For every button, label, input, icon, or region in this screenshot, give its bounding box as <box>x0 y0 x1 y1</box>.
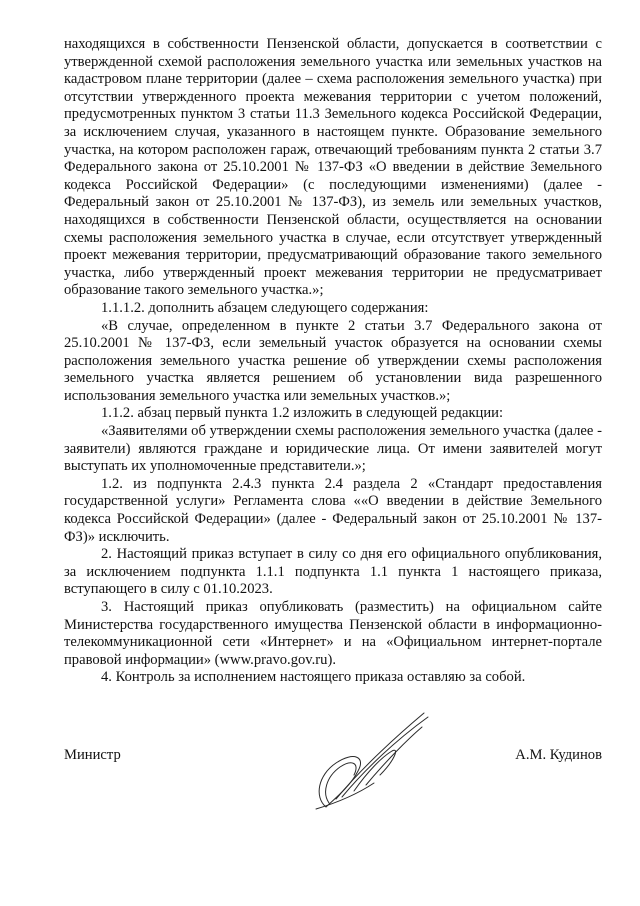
paragraph-quote-applicants: «Заявителями об утверждении схемы расположения земельного участка (далее - заявители) являются граждане и юридические лица. От имени заявителей могут выступать их уполномоченные представители.»; <box>64 423 602 475</box>
paragraph-4-control: 4. Контроль за исполнением настоящего приказа оставляю за собой. <box>101 669 526 686</box>
handwritten-signature-icon <box>296 705 436 815</box>
document-body <box>64 36 602 687</box>
position-title: Министр <box>64 747 121 763</box>
paragraph-3-publish: 3. Настоящий приказ опубликовать (разместить) на официальном сайте Министерства государственного имущества Пензенской области в информационно-телекоммуникационной сети «Интернет» и на «Официальном интернет-портале правовой информации» (www.pravo.gov.ru). <box>64 599 602 668</box>
paragraph-2-effective: 2. Настоящий приказ вступает в силу со дня его официального опубликования, за исключением подпункта 1.1.1 подпункта 1.1 пункта 1 настоящего приказа, вступающего в силу с 01.10.2023. <box>64 546 602 598</box>
paragraph-1-1-1-2: 1.1.1.2. дополнить абзацем следующего содержания: <box>101 299 429 316</box>
signer-name: А.М. Кудинов <box>515 747 602 763</box>
paragraph-1-2: 1.2. из подпункта 2.4.3 пункта 2.4 раздела 2 «Стандарт предоставления государственной услуги» Регламента слова ««О введении в действие Земельного кодекса Российской Федерации» (далее - Федеральный закон от 25.10.2001 № 137-ФЗ)» исключить. <box>64 475 602 545</box>
paragraph-1-1-2: 1.1.2. абзац первый пункта 1.2 изложить в следующей редакции: <box>101 405 504 422</box>
paragraph-continuation: находящихся в собственности Пензенской области, допускается в соответствии с утвержденной схемой расположения земельного участка или земельных участков на кадастровом плане территории (далее – схема расположения земельного участка) при отсутствии утвержденного проекта межевания территории с учетом положений, предусмотренных пунктом 3 статьи 11.3 Земельного кодекса Российской Федерации, за исключением случая, указанного в настоящем пункте. Образование земельного участка, на котором расположен гараж, отвечающий требованиям пункта 2 статьи 3.7 Федерального закона от 25.10.2001 № 137-ФЗ «О введении в действие Земельного кодекса Российской Федерации» (с последующими изменениями) (далее - Федеральный закон от 25.10.2001 № 137-ФЗ), из земель или земельных участков, находящихся в собственности Пензенской области, осуществляется на основании схемы расположения земельного участка в случае, если отсутствует утвержденный проект межевания территории, предусматривающий образование такого земельного участка, либо утвержденный проект межевания территории не предусматривает образование такого земельного участка.»; <box>64 36 602 299</box>
paragraph-quote-case: «В случае, определенном в пункте 2 статьи 3.7 Федерального закона от 25.10.2001 № 137-ФЗ, если земельный участок образуется на основании схемы расположения земельного участка решение об утверждении схемы расположения земельного участка является решением об установлении вида разрешенного использования земельного участка или земельных участков.»; <box>64 317 602 404</box>
